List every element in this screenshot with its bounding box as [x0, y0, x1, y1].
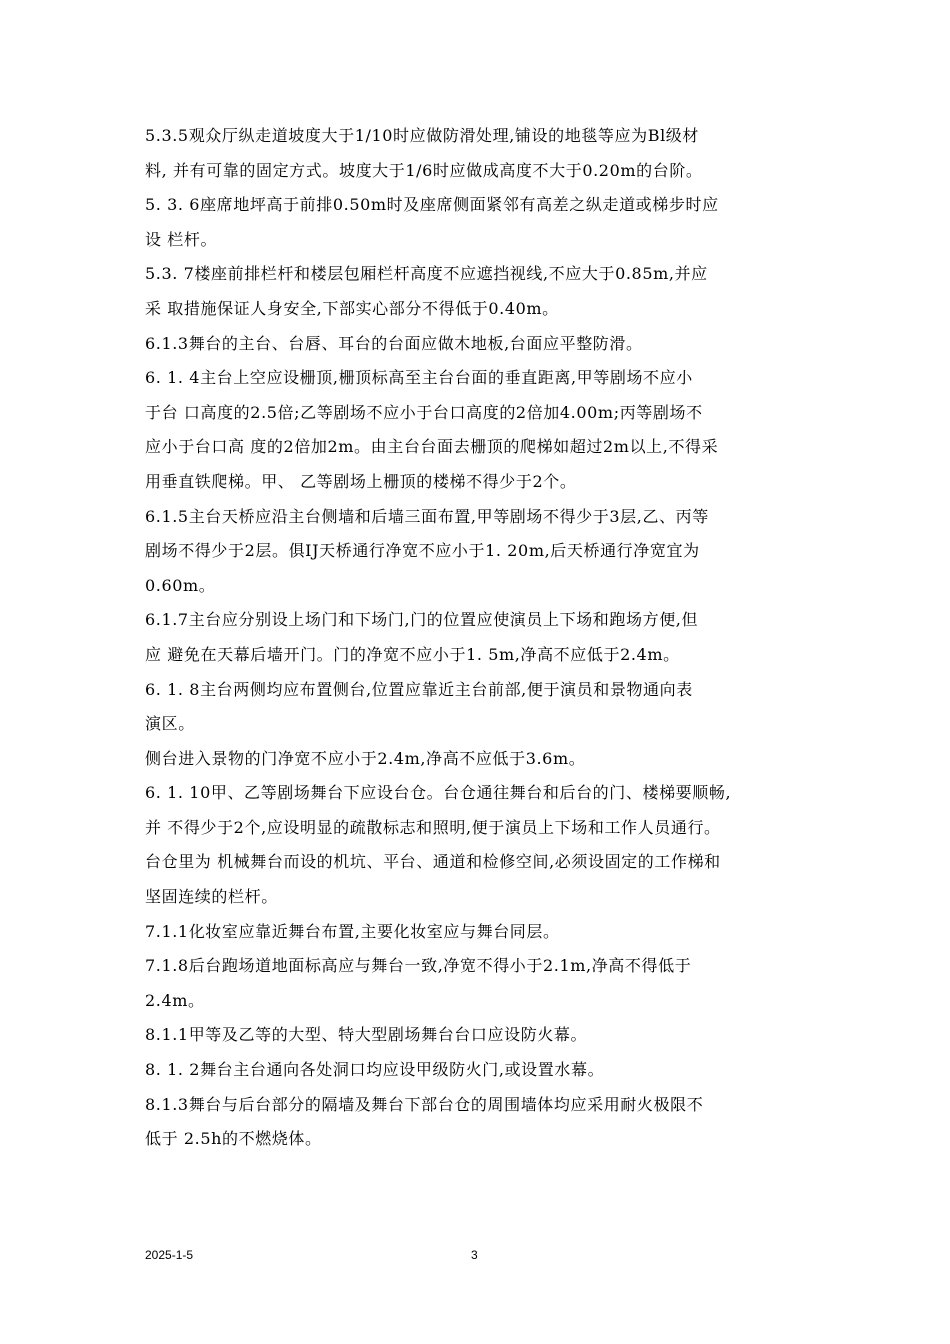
body-text: [145, 119, 810, 1157]
text-line: 6. 1. 4主台上空应设栅顶,栅顶标高至主台台面的垂直距离,甲等剧场不应小: [145, 368, 693, 388]
text-line: 应小于台口高 度的2倍加2m。由主台台面去栅顶的爬梯如超过2m以上,不得采: [145, 437, 719, 457]
text-line: 料, 并有可靠的固定方式。坡度大于1/6时应做成高度不大于0.20m的台阶。: [145, 160, 703, 180]
text-line: 5.3.5观众厅纵走道坡度大于1/10时应做防滑处理,铺设的地毯等应为Bl级材: [145, 126, 700, 145]
text-line: 8.1.3舞台与后台部分的隔墙及舞台下部台仓的周围墙体均应采用耐火极限不: [145, 1094, 704, 1114]
footer-date: 2025-1-5: [145, 1248, 194, 1262]
text-line: 8.1.1甲等及乙等的大型、特大型剧场舞台台口应设防火幕。: [145, 1025, 588, 1045]
text-line: 用垂直铁爬梯。甲、 乙等剧场上栅顶的楼梯不得少于2个。: [145, 471, 577, 491]
text-line: 于台 口高度的2.5倍;乙等剧场不应小于台口高度的2倍加4.00m;丙等剧场不: [145, 402, 703, 422]
text-line: 设 栏杆。: [145, 229, 218, 249]
text-line: 6. 1. 10甲、乙等剧场舞台下应设台仓。台仓通往舞台和后台的门、楼梯要顺畅,: [145, 783, 732, 803]
text-line: 低于 2.5h的不燃烧体。: [145, 1129, 322, 1149]
text-line: 2.4m。: [145, 990, 205, 1010]
text-line: 0.60m。: [145, 575, 216, 595]
text-line: 6.1.7主台应分别设上场门和下场门,门的位置应使演员上下场和跑场方便,但: [145, 610, 699, 630]
text-line: 并 不得少于2个,应设明显的疏散标志和照明,便于演员上下场和工作人员通行。: [145, 817, 721, 837]
text-line: 台仓里为 机械舞台而设的机坑、平台、通道和检修空间,必须设固定的工作梯和: [145, 852, 721, 872]
text-line: 采 取措施保证人身安全,下部实心部分不得低于0.40m。: [145, 298, 559, 318]
text-line: 剧场不得少于2层。俱IJ天桥通行净宽不应小于1. 20m,后天桥通行净宽宜为: [145, 541, 700, 561]
text-line: 应 避免在天幕后墙开门。门的净宽不应小于1. 5m,净高不应低于2.4m。: [145, 644, 680, 664]
text-line: 5.3. 7楼座前排栏杆和楼层包厢栏杆高度不应遮挡视线,不应大于0.85m,并应: [145, 264, 708, 284]
text-line: 5. 3. 6座席地坪高于前排0.50m时及座席侧面紧邻有高差之纵走道或梯步时应: [145, 195, 719, 215]
text-line: 侧台进入景物的门净宽不应小于2.4m,净高不应低于3.6m。: [145, 748, 586, 768]
text-line: 6.1.5主台天桥应沿主台侧墙和后墙三面布置,甲等剧场不得少于3层,乙、丙等: [145, 506, 709, 526]
text-line: 坚固连续的栏杆。: [145, 887, 278, 907]
text-line: 演区。: [145, 714, 195, 734]
text-line: 7.1.1化妆室应靠近舞台布置,主要化妆室应与舞台同层。: [145, 921, 560, 941]
page-number: 3: [471, 1248, 478, 1262]
text-line: 6.1.3舞台的主台、台唇、耳台的台面应做木地板,台面应平整防滑。: [145, 333, 643, 353]
text-line: 6. 1. 8主台两侧均应布置侧台,位置应靠近主台前部,便于演员和景物通向表: [145, 679, 693, 699]
text-line: 8. 1. 2舞台主台通向各处洞口均应设甲级防火门,或设置水幕。: [145, 1060, 605, 1080]
text-line: 7.1.8后台跑场道地面标高应与舞台一致,净宽不得小于2.1m,净高不得低于: [145, 956, 692, 976]
